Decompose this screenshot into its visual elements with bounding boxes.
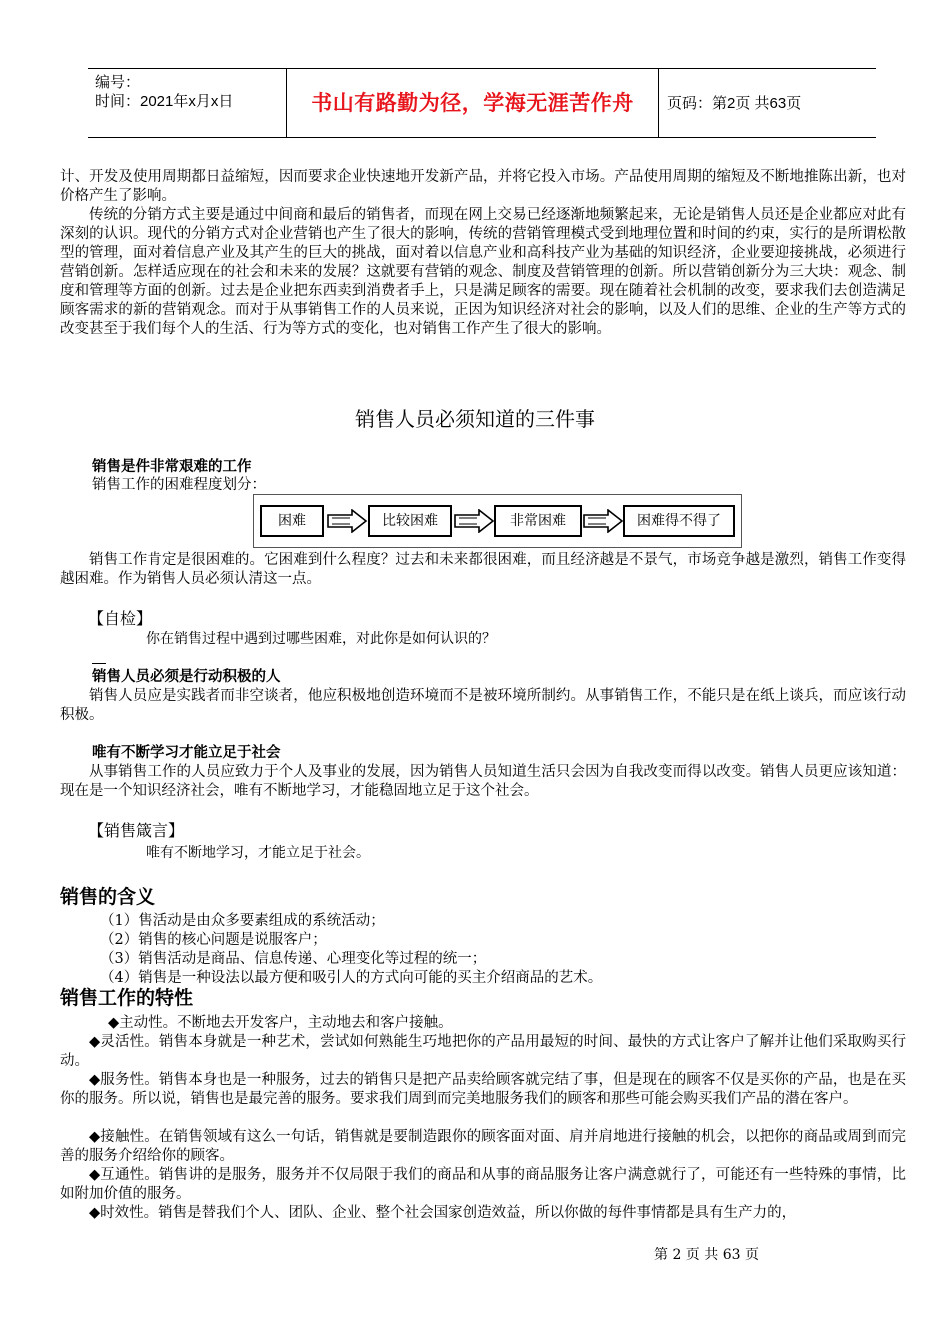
meaning-item-1: （1）售活动是由众多要素组成的系统活动； — [100, 913, 385, 929]
item3-title: 唯有不断学习才能立足于社会 — [92, 745, 281, 761]
item1-title: 销售是件非常艰难的工作 — [92, 459, 252, 475]
arrow-right-icon — [582, 509, 624, 533]
item1-lead: 销售工作的困难程度划分： — [92, 477, 266, 493]
arrow-right-icon — [326, 509, 368, 533]
document-number-label: 编号： — [95, 74, 141, 91]
sales-motto-text: 唯有不断地学习，才能立足于社会。 — [146, 845, 370, 861]
header-motto: 书山有路勤为径，学海无涯苦作舟 — [286, 69, 659, 137]
meaning-item-4: （4）销售是一种设法以最方便和吸引人的方式向可能的买主介绍商品的艺术。 — [100, 970, 603, 986]
self-check-question: 你在销售过程中遇到过哪些困难，对此你是如何认识的？ — [146, 631, 496, 647]
feature-communication: ◆互通性。销售讲的是服务，服务并不仅局限于我们的商品和从事的商品服务让客户满意就行了，可能还有一些特殊的事情，比如附加价值的服务。 — [60, 1167, 906, 1202]
features-heading: 销售工作的特性 — [60, 987, 194, 1009]
page-header — [88, 68, 876, 138]
item2-body: 销售人员应是实践者而非空谈者，他应积极地创造环境而不是被环境所制约。从事销售工作，不能只是在纸上谈兵，而应该行动积极。 — [60, 688, 906, 723]
difficulty-level-4: 困难得不得了 — [623, 505, 735, 537]
page-footer: 第 2 页 共 63 页 — [654, 1247, 759, 1263]
feature-initiative: ◆主动性。不断地去开发客户，主动地去和客户接触。 — [108, 1015, 453, 1031]
feature-timeliness: ◆时效性。销售是替我们个人、团队、企业、整个社会国家创造效益，所以你做的每件事情都是具有生产力的， — [89, 1205, 797, 1221]
feature-service: ◆服务性。销售本身也是一种服务，过去的销售只是把产品卖给顾客就完结了事，但是现在的顾客不仅是买你的产品，也是在买你的服务。所以说，销售也是最完善的服务。要求我们周到而完美地服务我们的顾客和那些可能会购买我们产品的潜在客户。 — [60, 1072, 906, 1107]
divider-mark — [92, 663, 106, 664]
document-date-label: 时间：2021年x月x日 — [95, 93, 234, 110]
arrow-right-icon — [453, 509, 495, 533]
meaning-item-3: （3）销售活动是商品、信息传递、心理变化等过程的统一； — [100, 951, 487, 967]
meaning-heading: 销售的含义 — [60, 886, 156, 908]
item3-body: 从事销售工作的人员应致力于个人及事业的发展，因为销售人员知道生活只会因为自我改变而得以改变。销售人员更应该知道：现在是一个知识经济社会，唯有不断地学习，才能稳固地立足于这个社会。 — [60, 764, 906, 799]
feature-contact: ◆接触性。在销售领域有这么一句话，销售就是要制造跟你的顾客面对面、肩并肩地进行接触的机会，以把你的商品或周到而完善的服务介绍给你的顾客。 — [60, 1129, 906, 1164]
section-title: 销售人员必须知道的三件事 — [355, 407, 595, 431]
item2-title: 销售人员必须是行动积极的人 — [92, 669, 281, 685]
difficulty-level-3: 非常困难 — [494, 505, 582, 537]
intro-paragraph-1: 计、开发及使用周期都日益缩短，因而要求企业快速地开发新产品，并将它投入市场。产品使用周期的缩短及不断地推陈出新，也对价格产生了影响。 — [60, 169, 906, 204]
feature-flexibility: ◆灵活性。销售本身就是一种艺术，尝试如何熟能生巧地把你的产品用最短的时间、最快的方式让客户了解并让他们采取购买行动。 — [60, 1034, 906, 1069]
difficulty-level-2: 比较困难 — [368, 505, 452, 537]
header-page-label: 页码：第2页 共63页 — [667, 94, 802, 112]
sales-motto-label: 【销售箴言】 — [88, 821, 185, 840]
difficulty-diagram — [253, 494, 742, 548]
meaning-item-2: （2）销售的核心问题是说服客户； — [100, 932, 327, 948]
intro-paragraph-2: 传统的分销方式主要是通过中间商和最后的销售者，而现在网上交易已经逐渐地频繁起来，无论是销售人员还是企业都应对此有深刻的认识。现代的分销方式对企业营销也产生了很大的影响，传统的营销管理模式受到地理位置和时间的约束，实行的是所谓松散型的管理，面对着信息产业及其产生的巨大的挑战，面对着以信息产业和高科技产业为基础的知识经济，企业要迎接挑战，必须进行营销创新。怎样适应现在的社会和未来的发展？这就要有营销的观念、制度及营销管理的创新。所以营销创新分为三大块：观念、制度和管理等方面的创新。过去是企业把东西卖到消费者手上，只是满足顾客的需要。现在随着社会机制的改变，要求我们去创造满足顾客需求的新的营销观念。而对于从事销售工作的人员来说，正因为知识经济对社会的影响，以及人们的思维、企业的生产等方式的改变甚至于我们每个人的生活、行为等方式的变化，也对销售工作产生了很大的影响。 — [60, 207, 906, 337]
header-meta — [88, 69, 286, 137]
item1-body: 销售工作肯定是很困难的。它困难到什么程度？过去和未来都很困难，而且经济越是不景气，市场竞争越是激烈，销售工作变得越困难。作为销售人员必须认清这一点。 — [60, 552, 906, 587]
self-check-label: 【自检】 — [88, 609, 153, 628]
difficulty-level-1: 困难 — [260, 505, 324, 537]
